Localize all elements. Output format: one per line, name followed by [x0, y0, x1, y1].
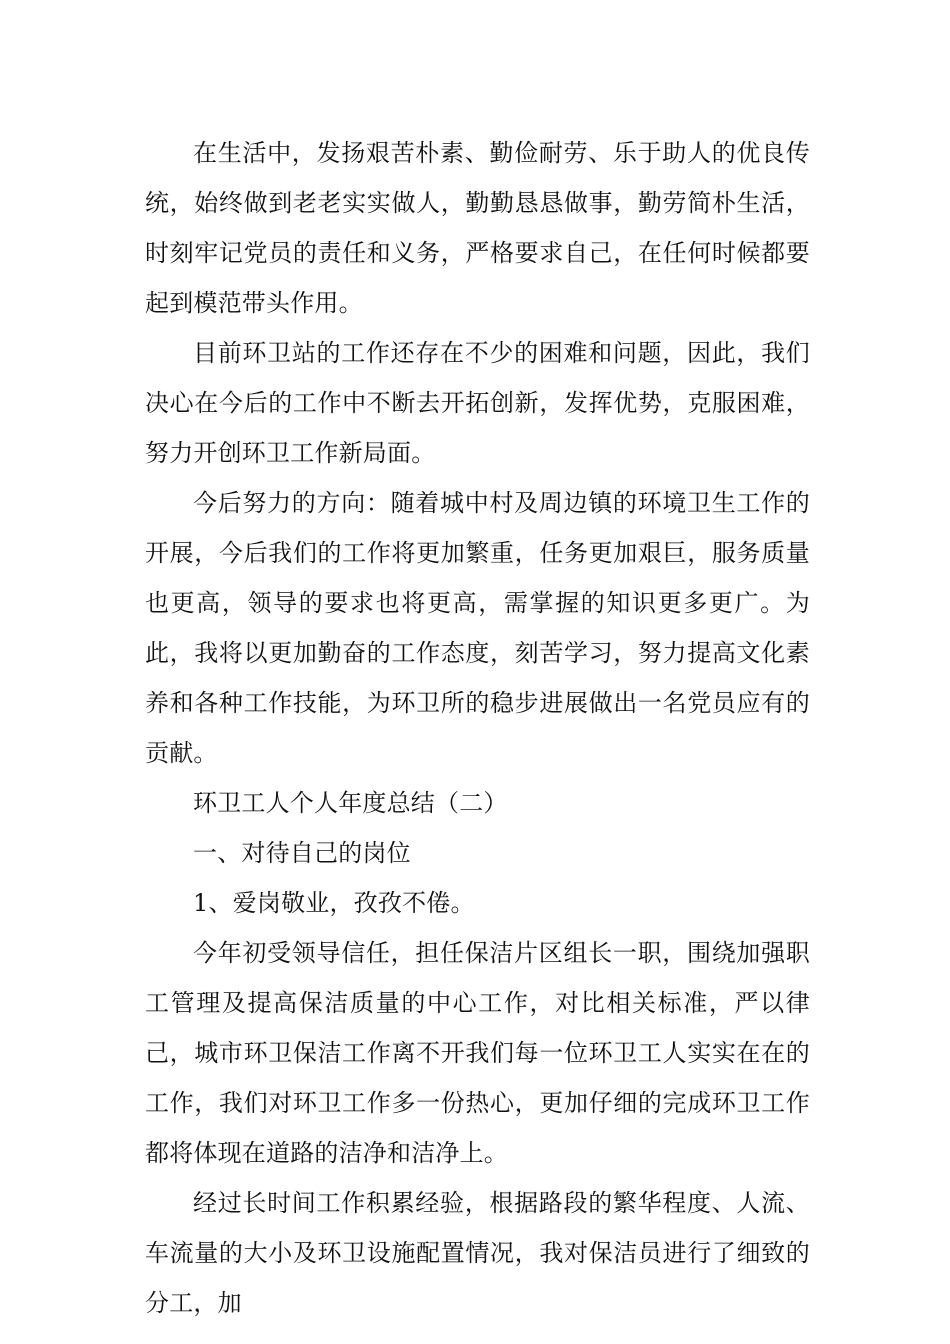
paragraph-group-leader: 今年初受领导信任，担任保洁片区组长一职，围绕加强职工管理及提高保洁质量的中心工作，对比相关标准，严以律己，城市环卫保洁工作离不开我们每一位环卫工人实实在在的工作，我们对环卫工作多一份热心，更加仔细的完成环卫工作都将体现在道路的洁净和洁净上。 [145, 939, 810, 1167]
item-heading-dedication: 1、爱岗敬业，孜孜不倦。 [193, 889, 475, 917]
section-title: 环卫工人个人年度总结（二） [193, 789, 508, 817]
paragraph-future-direction: 今后努力的方向：随着城中村及周边镇的环境卫生工作的开展，今后我们的工作将更加繁重，任务更加艰巨，服务质量也更高，领导的要求也将更高，需掌握的知识更多更广。为此，我将以更加勤奋的工作态度，刻苦学习，努力提高文化素养和各种工作技能，为环卫所的稳步进展做出一名党员应有的贡献。 [145, 489, 810, 767]
document-body [145, 128, 810, 1328]
subheading-position: 一、对待自己的岗位 [193, 839, 411, 867]
paragraph-life-tradition: 在生活中，发扬艰苦朴素、勤俭耐劳、乐于助人的优良传统，始终做到老老实实做人，勤勤恳恳做事，勤劳简朴生活，时刻牢记党员的责任和义务，严格要求自己，在任何时候都要起到模范带头作用。 [145, 139, 810, 317]
paragraph-current-problems: 目前环卫站的工作还存在不少的困难和问题，因此，我们决心在今后的工作中不断去开拓创新，发挥优势，克服困难，努力开创环卫工作新局面。 [145, 339, 810, 467]
paragraph-experience: 经过长时间工作积累经验，根据路段的繁华程度、人流、车流量的大小及环卫设施配置情况，我对保洁员进行了细致的分工，加 [145, 1189, 810, 1317]
